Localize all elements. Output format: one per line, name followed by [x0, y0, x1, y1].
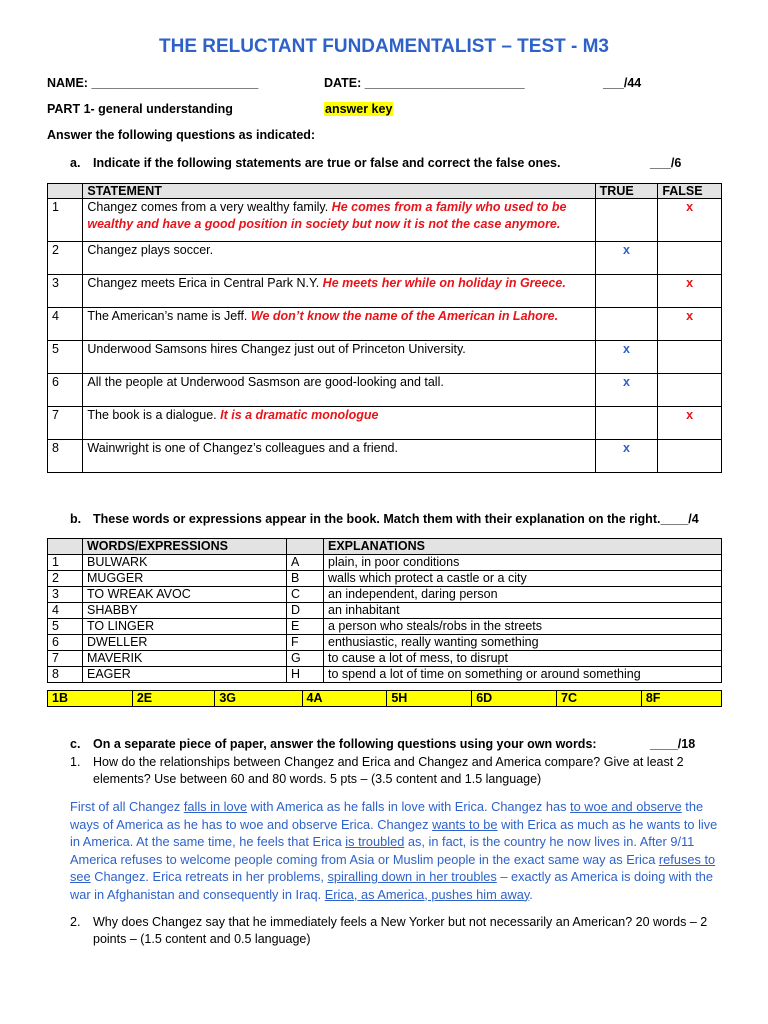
section-b-letter: b.	[70, 512, 82, 526]
row-number: 1	[48, 555, 83, 571]
true-mark: x	[595, 440, 658, 473]
table-row	[48, 374, 722, 407]
table-row	[48, 635, 722, 651]
explanation-cell: walls which protect a castle or a city	[324, 571, 722, 587]
word-cell: TO LINGER	[83, 619, 287, 635]
page-title: THE RELUCTANT FUNDAMENTALIST – TEST - M3	[159, 36, 609, 57]
letter-cell: C	[287, 587, 324, 603]
answer-segment: Changez. Erica retreats in her problems,	[90, 869, 328, 884]
table-row	[48, 242, 722, 275]
statement-text: The book is a dialogue.	[87, 408, 217, 422]
correction-text: He comes from a family who used to be wealthy and have a good position in society but now it is not the case anymore.	[87, 200, 567, 231]
statement-text: Wainwright is one of Changez’s colleagues and a friend.	[87, 441, 398, 455]
statement-cell	[83, 374, 595, 407]
question-2-number: 2.	[70, 915, 81, 929]
answer-segment: – exactly as America is doing with the war in Afghanistan and consequently in Iraq.	[70, 869, 714, 902]
row-number: 2	[48, 242, 83, 275]
letter-cell: D	[287, 603, 324, 619]
row-number: 3	[48, 275, 83, 308]
answer-keyword: wants to be	[432, 816, 498, 832]
table-header-row	[48, 184, 722, 199]
section-c-score: ____/18	[650, 737, 696, 751]
section-c-prompt: On a separate piece of paper, answer the following questions using your own words:	[93, 737, 597, 751]
answer-segment: with America as he falls in love with Erica. Changez has	[247, 799, 571, 814]
table-row	[48, 440, 722, 473]
row-number: 5	[48, 619, 83, 635]
false-mark: x	[658, 199, 722, 242]
explanation-cell: to spend a lot of time on something or around something	[324, 667, 722, 683]
answer-segment: with Erica as much as he wants to live in America. At the same time, he feels that Erica	[70, 816, 718, 849]
row-number: 1	[48, 199, 83, 242]
statement-cell	[83, 275, 595, 308]
question-1-answer	[70, 798, 718, 903]
statement-text: Changez comes from a very wealthy family.	[87, 200, 329, 214]
answer-key-cell: 5H	[387, 691, 472, 707]
answer-key-cell: 3G	[215, 691, 302, 707]
letter-cell: B	[287, 571, 324, 587]
table-row	[48, 341, 722, 374]
header-false: FALSE	[658, 184, 722, 199]
answer-keyword: falls in love	[183, 799, 248, 814]
true-mark: x	[595, 341, 658, 374]
section-a-score: ___/6	[650, 156, 682, 170]
statement-cell	[83, 440, 595, 473]
table-row	[48, 667, 722, 683]
answer-key-cell: 8F	[641, 691, 721, 707]
statement-text: Underwood Samsons hires Changez just out of Princeton University.	[87, 342, 466, 356]
row-number: 6	[48, 635, 83, 651]
statement-text: Changez plays soccer.	[87, 243, 214, 257]
false-mark	[658, 242, 722, 275]
letter-cell: E	[287, 619, 324, 635]
row-number: 4	[48, 308, 83, 341]
row-number: 8	[48, 667, 83, 683]
letter-cell: G	[287, 651, 324, 667]
part1-heading: PART 1- general understanding	[47, 102, 233, 116]
header-letter	[287, 539, 324, 555]
explanation-cell: a person who steals/robs in the streets	[324, 619, 722, 635]
word-cell: DWELLER	[83, 635, 287, 651]
total-score: ___/44	[603, 76, 642, 90]
explanation-cell: enthusiastic, really wanting something	[324, 635, 722, 651]
explanation-cell: an inhabitant	[324, 603, 722, 619]
answer-key-badge: answer key	[325, 102, 393, 116]
matching-table	[47, 538, 722, 683]
table-header-row	[48, 539, 722, 555]
false-mark: x	[658, 407, 722, 440]
row-number: 4	[48, 603, 83, 619]
answer-keyword: refuses to see	[70, 851, 716, 884]
explanation-cell: to cause a lot of mess, to disrupt	[324, 651, 722, 667]
word-cell: MAVERIK	[83, 651, 287, 667]
false-mark: x	[658, 308, 722, 341]
header-num	[48, 539, 83, 555]
row-number: 6	[48, 374, 83, 407]
statement-cell	[83, 407, 595, 440]
table-row	[48, 619, 722, 635]
statement-cell	[83, 242, 595, 275]
row-number: 5	[48, 341, 83, 374]
false-mark	[658, 341, 722, 374]
true-mark: x	[595, 374, 658, 407]
correction-text: He meets her while on holiday in Greece.	[322, 276, 566, 290]
table-row	[48, 275, 722, 308]
header-statement: STATEMENT	[83, 184, 595, 199]
true-false-table	[47, 183, 722, 473]
header-words: WORDS/EXPRESSIONS	[83, 539, 287, 555]
true-mark	[595, 199, 658, 242]
correction-text: It is a dramatic monologue	[220, 408, 379, 422]
answer-segment: the ways of America as he has to woe and observe Erica. Changez	[70, 799, 704, 832]
date-label: DATE: _______________________	[324, 76, 525, 90]
true-mark	[595, 308, 658, 341]
word-cell: SHABBY	[83, 603, 287, 619]
true-mark	[595, 407, 658, 440]
question-2-text: Why does Changez say that he immediately feels a New Yorker but not necessarily an American? 20 words – 2 points – (1.5 content and 0.5 language)	[93, 915, 708, 946]
answer-keyword: Erica, as America, pushes him away	[324, 886, 530, 902]
true-mark	[595, 275, 658, 308]
table-row	[48, 603, 722, 619]
section-a-letter: a.	[70, 156, 81, 170]
row-number: 2	[48, 571, 83, 587]
table-row	[48, 407, 722, 440]
statement-cell	[83, 199, 595, 242]
correction-text: We don’t know the name of the American in Lahore.	[250, 309, 559, 323]
letter-cell: F	[287, 635, 324, 651]
letter-cell: H	[287, 667, 324, 683]
table-row	[48, 571, 722, 587]
explanation-cell: an independent, daring person	[324, 587, 722, 603]
table-row	[48, 587, 722, 603]
table-row	[48, 651, 722, 667]
table-row	[48, 555, 722, 571]
statement-cell	[83, 308, 595, 341]
statement-text: Changez meets Erica in Central Park N.Y.	[87, 276, 320, 290]
letter-cell: A	[287, 555, 324, 571]
answer-key-row	[48, 691, 722, 707]
section-b-prompt: These words or expressions appear in the book. Match them with their explanation on the right.____/4	[93, 512, 699, 526]
answer-key-cell: 6D	[472, 691, 557, 707]
false-mark: x	[658, 275, 722, 308]
statement-cell	[83, 341, 595, 374]
word-cell: TO WREAK AVOC	[83, 587, 287, 603]
row-number: 7	[48, 651, 83, 667]
answer-segment: as, in fact, is the country he now lives in. After 9/11 America refuses to welcome people coming from Asia or Muslim people in the exact same way as Erica	[70, 834, 695, 867]
answer-keyword: spiralling down in her troubles	[327, 869, 497, 884]
answer-key-cell: 7C	[557, 691, 642, 707]
true-mark: x	[595, 242, 658, 275]
row-number: 7	[48, 407, 83, 440]
table-row	[48, 308, 722, 341]
statement-text: The American’s name is Jeff.	[87, 309, 248, 323]
false-mark	[658, 374, 722, 407]
question-1-number: 1.	[70, 755, 81, 769]
row-number: 8	[48, 440, 83, 473]
word-cell: EAGER	[83, 667, 287, 683]
answer-key-row-table	[47, 690, 722, 707]
explanation-cell: plain, in poor conditions	[324, 555, 722, 571]
header-explanations: EXPLANATIONS	[324, 539, 722, 555]
answer-keyword: is troubled	[345, 834, 405, 849]
answer-key-cell: 4A	[302, 691, 387, 707]
false-mark	[658, 440, 722, 473]
instructions: Answer the following questions as indicated:	[47, 128, 316, 142]
question-1-text: How do the relationships between Changez and Erica and Changez and America compare? Give at least 2 elements? Use between 60 and 80 words. 5 pts – (3.5 content and 1.5 language)	[93, 755, 684, 786]
word-cell: MUGGER	[83, 571, 287, 587]
name-label: NAME: ________________________	[47, 76, 259, 90]
answer-key-cell: 2E	[132, 691, 214, 707]
row-number: 3	[48, 587, 83, 603]
table-row	[48, 199, 722, 242]
answer-key-cell: 1B	[48, 691, 133, 707]
answer-segment: First of all Changez	[70, 799, 184, 814]
answer-segment: .	[529, 886, 533, 902]
section-c-letter: c.	[70, 737, 81, 751]
section-a-prompt: Indicate if the following statements are true or false and correct the false ones.	[93, 156, 561, 170]
word-cell: BULWARK	[83, 555, 287, 571]
answer-keyword: to woe and observe	[570, 799, 682, 814]
statement-text: All the people at Underwood Sasmson are good-looking and tall.	[87, 375, 444, 389]
header-true: TRUE	[595, 184, 658, 199]
header-num	[48, 184, 83, 199]
